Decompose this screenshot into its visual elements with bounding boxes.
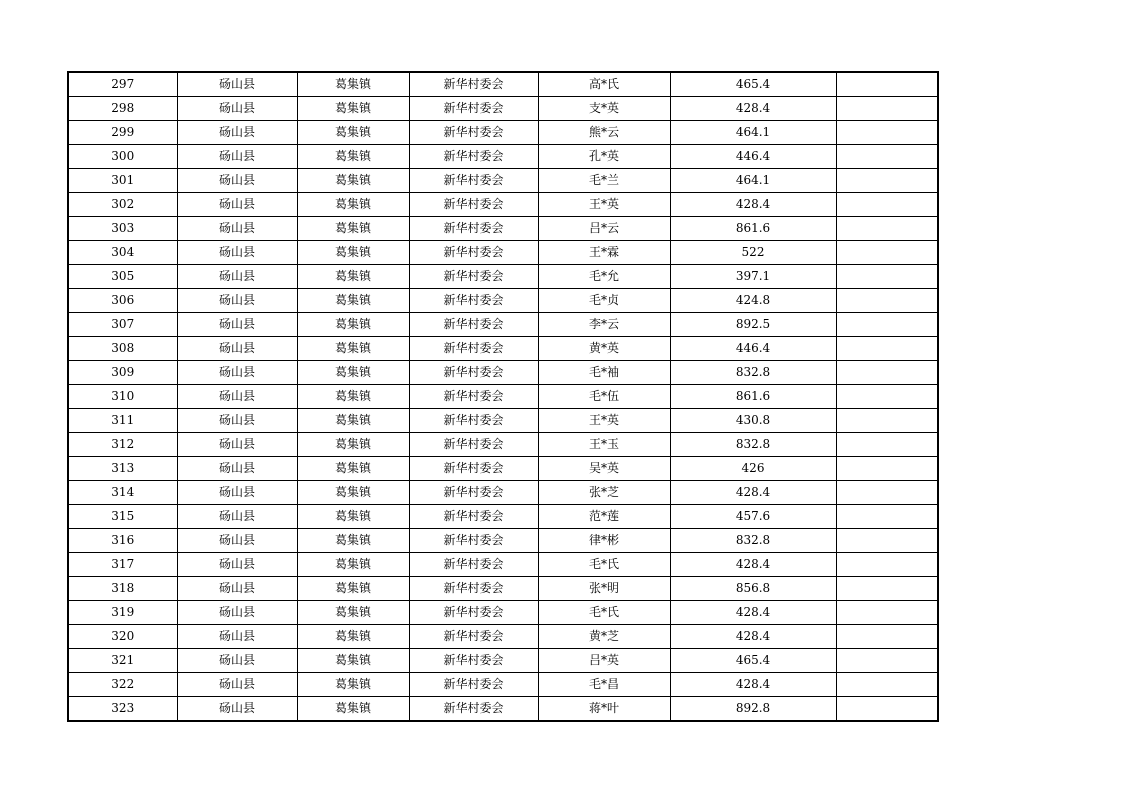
town-cell: 葛集镇	[297, 289, 409, 313]
county-cell: 砀山县	[177, 625, 297, 649]
name-cell: 吕*云	[538, 217, 670, 241]
row-number-cell: 313	[68, 457, 177, 481]
village-committee-cell: 新华村委会	[409, 193, 538, 217]
amount-cell: 464.1	[670, 169, 836, 193]
name-cell: 王*英	[538, 409, 670, 433]
remark-cell	[836, 649, 938, 673]
county-cell: 砀山县	[177, 529, 297, 553]
amount-cell: 428.4	[670, 601, 836, 625]
village-committee-cell: 新华村委会	[409, 385, 538, 409]
row-number-cell: 322	[68, 673, 177, 697]
remark-cell	[836, 217, 938, 241]
remark-cell	[836, 673, 938, 697]
table-row	[68, 265, 938, 289]
remark-cell	[836, 433, 938, 457]
name-cell: 律*彬	[538, 529, 670, 553]
remark-cell	[836, 169, 938, 193]
row-number-cell: 315	[68, 505, 177, 529]
amount-cell: 457.6	[670, 505, 836, 529]
county-cell: 砀山县	[177, 361, 297, 385]
table-row	[68, 241, 938, 265]
town-cell: 葛集镇	[297, 553, 409, 577]
remark-cell	[836, 409, 938, 433]
town-cell: 葛集镇	[297, 193, 409, 217]
village-committee-cell: 新华村委会	[409, 121, 538, 145]
name-cell: 吕*英	[538, 649, 670, 673]
amount-cell: 428.4	[670, 193, 836, 217]
village-committee-cell: 新华村委会	[409, 265, 538, 289]
remark-cell	[836, 193, 938, 217]
town-cell: 葛集镇	[297, 121, 409, 145]
town-cell: 葛集镇	[297, 529, 409, 553]
county-cell: 砀山县	[177, 481, 297, 505]
county-cell: 砀山县	[177, 697, 297, 722]
row-number-cell: 301	[68, 169, 177, 193]
county-cell: 砀山县	[177, 217, 297, 241]
amount-cell: 861.6	[670, 385, 836, 409]
name-cell: 毛*兰	[538, 169, 670, 193]
row-number-cell: 306	[68, 289, 177, 313]
village-committee-cell: 新华村委会	[409, 145, 538, 169]
row-number-cell: 302	[68, 193, 177, 217]
remark-cell	[836, 313, 938, 337]
table-row	[68, 505, 938, 529]
row-number-cell: 323	[68, 697, 177, 722]
town-cell: 葛集镇	[297, 169, 409, 193]
county-cell: 砀山县	[177, 577, 297, 601]
remark-cell	[836, 385, 938, 409]
amount-cell: 892.5	[670, 313, 836, 337]
county-cell: 砀山县	[177, 241, 297, 265]
table-row	[68, 625, 938, 649]
county-cell: 砀山县	[177, 649, 297, 673]
row-number-cell: 305	[68, 265, 177, 289]
row-number-cell: 320	[68, 625, 177, 649]
town-cell: 葛集镇	[297, 673, 409, 697]
village-committee-cell: 新华村委会	[409, 649, 538, 673]
town-cell: 葛集镇	[297, 385, 409, 409]
town-cell: 葛集镇	[297, 649, 409, 673]
county-cell: 砀山县	[177, 265, 297, 289]
county-cell: 砀山县	[177, 145, 297, 169]
amount-cell: 861.6	[670, 217, 836, 241]
remark-cell	[836, 481, 938, 505]
row-number-cell: 300	[68, 145, 177, 169]
name-cell: 王*霖	[538, 241, 670, 265]
town-cell: 葛集镇	[297, 697, 409, 722]
table-body	[68, 72, 938, 721]
remark-cell	[836, 529, 938, 553]
row-number-cell: 318	[68, 577, 177, 601]
remark-cell	[836, 337, 938, 361]
amount-cell: 446.4	[670, 145, 836, 169]
remark-cell	[836, 577, 938, 601]
town-cell: 葛集镇	[297, 361, 409, 385]
town-cell: 葛集镇	[297, 625, 409, 649]
amount-cell: 856.8	[670, 577, 836, 601]
remark-cell	[836, 289, 938, 313]
table-row	[68, 145, 938, 169]
table-row	[68, 97, 938, 121]
name-cell: 孔*英	[538, 145, 670, 169]
town-cell: 葛集镇	[297, 457, 409, 481]
village-committee-cell: 新华村委会	[409, 673, 538, 697]
row-number-cell: 311	[68, 409, 177, 433]
table-row	[68, 553, 938, 577]
village-committee-cell: 新华村委会	[409, 97, 538, 121]
table-row	[68, 673, 938, 697]
table-row	[68, 385, 938, 409]
village-committee-cell: 新华村委会	[409, 481, 538, 505]
village-committee-cell: 新华村委会	[409, 505, 538, 529]
table-row	[68, 601, 938, 625]
amount-cell: 464.1	[670, 121, 836, 145]
name-cell: 毛*伍	[538, 385, 670, 409]
name-cell: 张*芝	[538, 481, 670, 505]
table-row	[68, 481, 938, 505]
town-cell: 葛集镇	[297, 337, 409, 361]
county-cell: 砀山县	[177, 72, 297, 97]
village-committee-cell: 新华村委会	[409, 289, 538, 313]
name-cell: 毛*袖	[538, 361, 670, 385]
town-cell: 葛集镇	[297, 265, 409, 289]
county-cell: 砀山县	[177, 289, 297, 313]
town-cell: 葛集镇	[297, 313, 409, 337]
name-cell: 吴*英	[538, 457, 670, 481]
row-number-cell: 299	[68, 121, 177, 145]
village-committee-cell: 新华村委会	[409, 433, 538, 457]
row-number-cell: 297	[68, 72, 177, 97]
remark-cell	[836, 697, 938, 722]
row-number-cell: 317	[68, 553, 177, 577]
amount-cell: 446.4	[670, 337, 836, 361]
village-committee-cell: 新华村委会	[409, 241, 538, 265]
name-cell: 毛*贞	[538, 289, 670, 313]
village-committee-cell: 新华村委会	[409, 313, 538, 337]
town-cell: 葛集镇	[297, 577, 409, 601]
name-cell: 支*英	[538, 97, 670, 121]
table-row	[68, 433, 938, 457]
remark-cell	[836, 505, 938, 529]
row-number-cell: 312	[68, 433, 177, 457]
amount-cell: 428.4	[670, 481, 836, 505]
amount-cell: 424.8	[670, 289, 836, 313]
remark-cell	[836, 145, 938, 169]
village-committee-cell: 新华村委会	[409, 577, 538, 601]
data-table	[67, 71, 939, 722]
name-cell: 张*明	[538, 577, 670, 601]
county-cell: 砀山县	[177, 193, 297, 217]
table-row	[68, 529, 938, 553]
village-committee-cell: 新华村委会	[409, 625, 538, 649]
village-committee-cell: 新华村委会	[409, 697, 538, 722]
row-number-cell: 314	[68, 481, 177, 505]
name-cell: 黄*芝	[538, 625, 670, 649]
table-row	[68, 289, 938, 313]
table-row	[68, 577, 938, 601]
name-cell: 高*氏	[538, 72, 670, 97]
row-number-cell: 303	[68, 217, 177, 241]
name-cell: 李*云	[538, 313, 670, 337]
table-row	[68, 313, 938, 337]
county-cell: 砀山县	[177, 409, 297, 433]
town-cell: 葛集镇	[297, 241, 409, 265]
village-committee-cell: 新华村委会	[409, 601, 538, 625]
row-number-cell: 307	[68, 313, 177, 337]
county-cell: 砀山县	[177, 601, 297, 625]
remark-cell	[836, 361, 938, 385]
table-row	[68, 409, 938, 433]
county-cell: 砀山县	[177, 337, 297, 361]
row-number-cell: 304	[68, 241, 177, 265]
name-cell: 熊*云	[538, 121, 670, 145]
town-cell: 葛集镇	[297, 481, 409, 505]
table-row	[68, 169, 938, 193]
row-number-cell: 319	[68, 601, 177, 625]
name-cell: 毛*氏	[538, 601, 670, 625]
town-cell: 葛集镇	[297, 601, 409, 625]
row-number-cell: 309	[68, 361, 177, 385]
name-cell: 毛*氏	[538, 553, 670, 577]
remark-cell	[836, 97, 938, 121]
town-cell: 葛集镇	[297, 433, 409, 457]
county-cell: 砀山县	[177, 313, 297, 337]
remark-cell	[836, 241, 938, 265]
amount-cell: 832.8	[670, 361, 836, 385]
amount-cell: 428.4	[670, 97, 836, 121]
amount-cell: 522	[670, 241, 836, 265]
remark-cell	[836, 601, 938, 625]
remark-cell	[836, 72, 938, 97]
amount-cell: 430.8	[670, 409, 836, 433]
village-committee-cell: 新华村委会	[409, 217, 538, 241]
county-cell: 砀山县	[177, 169, 297, 193]
table-row	[68, 457, 938, 481]
name-cell: 王*玉	[538, 433, 670, 457]
remark-cell	[836, 553, 938, 577]
village-committee-cell: 新华村委会	[409, 361, 538, 385]
county-cell: 砀山县	[177, 457, 297, 481]
amount-cell: 428.4	[670, 553, 836, 577]
county-cell: 砀山县	[177, 553, 297, 577]
town-cell: 葛集镇	[297, 145, 409, 169]
name-cell: 黄*英	[538, 337, 670, 361]
name-cell: 王*英	[538, 193, 670, 217]
remark-cell	[836, 265, 938, 289]
town-cell: 葛集镇	[297, 97, 409, 121]
village-committee-cell: 新华村委会	[409, 337, 538, 361]
county-cell: 砀山县	[177, 433, 297, 457]
remark-cell	[836, 121, 938, 145]
village-committee-cell: 新华村委会	[409, 553, 538, 577]
amount-cell: 426	[670, 457, 836, 481]
village-committee-cell: 新华村委会	[409, 72, 538, 97]
amount-cell: 465.4	[670, 72, 836, 97]
town-cell: 葛集镇	[297, 409, 409, 433]
county-cell: 砀山县	[177, 505, 297, 529]
table-row	[68, 697, 938, 722]
amount-cell: 892.8	[670, 697, 836, 722]
county-cell: 砀山县	[177, 97, 297, 121]
row-number-cell: 298	[68, 97, 177, 121]
name-cell: 毛*昌	[538, 673, 670, 697]
table-row	[68, 72, 938, 97]
county-cell: 砀山县	[177, 121, 297, 145]
amount-cell: 428.4	[670, 673, 836, 697]
name-cell: 毛*允	[538, 265, 670, 289]
village-committee-cell: 新华村委会	[409, 169, 538, 193]
amount-cell: 397.1	[670, 265, 836, 289]
amount-cell: 832.8	[670, 529, 836, 553]
table-row	[68, 193, 938, 217]
amount-cell: 465.4	[670, 649, 836, 673]
table-row	[68, 337, 938, 361]
town-cell: 葛集镇	[297, 505, 409, 529]
table-row	[68, 361, 938, 385]
table-row	[68, 649, 938, 673]
name-cell: 范*莲	[538, 505, 670, 529]
table-row	[68, 217, 938, 241]
town-cell: 葛集镇	[297, 72, 409, 97]
row-number-cell: 308	[68, 337, 177, 361]
row-number-cell: 310	[68, 385, 177, 409]
town-cell: 葛集镇	[297, 217, 409, 241]
village-committee-cell: 新华村委会	[409, 409, 538, 433]
table-row	[68, 121, 938, 145]
county-cell: 砀山县	[177, 385, 297, 409]
row-number-cell: 316	[68, 529, 177, 553]
amount-cell: 832.8	[670, 433, 836, 457]
remark-cell	[836, 625, 938, 649]
village-committee-cell: 新华村委会	[409, 529, 538, 553]
amount-cell: 428.4	[670, 625, 836, 649]
remark-cell	[836, 457, 938, 481]
village-committee-cell: 新华村委会	[409, 457, 538, 481]
county-cell: 砀山县	[177, 673, 297, 697]
row-number-cell: 321	[68, 649, 177, 673]
name-cell: 蒋*叶	[538, 697, 670, 722]
